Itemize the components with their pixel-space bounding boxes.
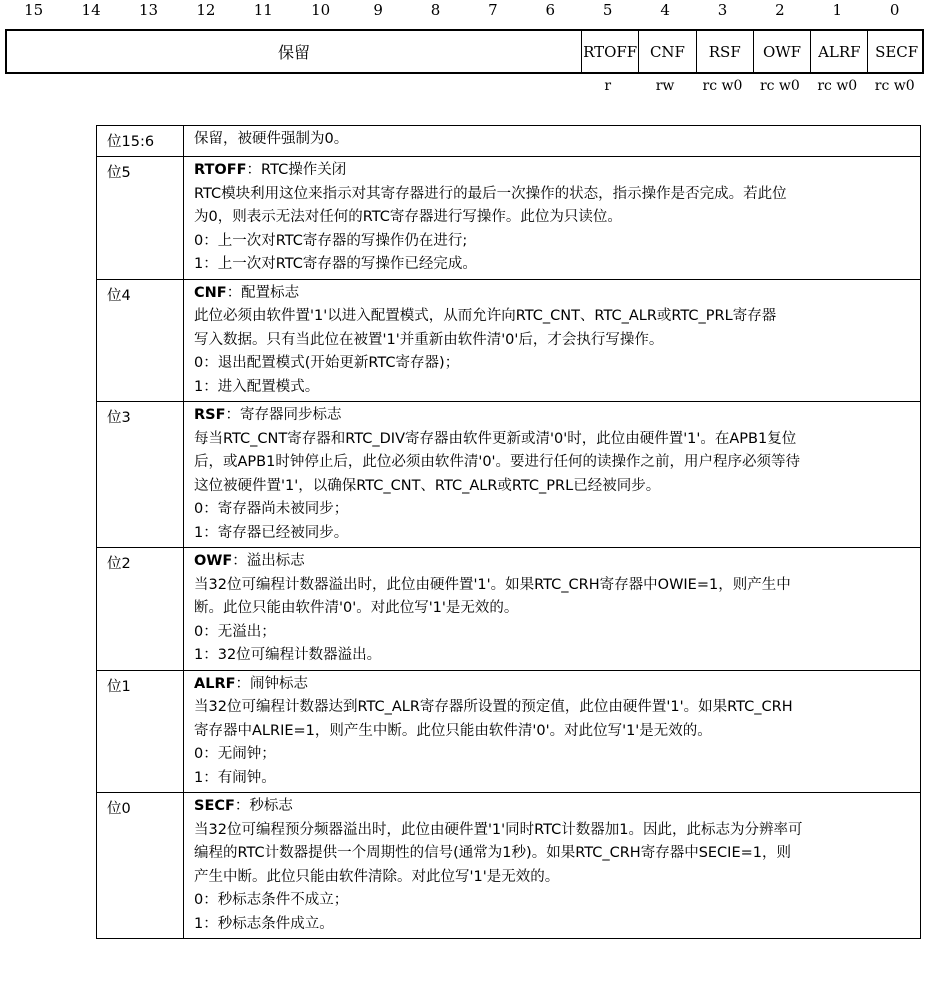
bit-name: CNF <box>194 284 227 301</box>
bit-heading <box>194 282 912 306</box>
description-line: 1：进入配置模式。 <box>194 378 320 395</box>
bit-number: 4 <box>660 1 670 19</box>
reserved-field: 保留 <box>277 43 310 62</box>
bit-number: 10 <box>311 1 331 19</box>
bit-number-row <box>5 0 923 22</box>
description-line: 此位必须由软件置'1'以进入配置模式，从而允许向RTC_CNT、RTC_ALR或RTC_PRL寄存器 <box>194 308 777 324</box>
description-line: RTC模块利用这位来指示对其寄存器进行的最后一次操作的状态，指示操作是否完成。若此位 <box>194 185 787 202</box>
description-line: 0：秒标志条件不成立； <box>194 892 349 908</box>
description-line: 当32位可编程计数器达到RTC_ALR寄存器所设置的预定值，此位由硬件置'1'。如果RTC_CRH <box>194 699 793 715</box>
description-line: 写入数据。只有当此位在被置'1'并重新由软件清'0'后，才会执行写操作。 <box>194 331 664 348</box>
access-type: rc w0 <box>817 78 858 94</box>
bit-description <box>184 279 921 402</box>
register-diagram <box>5 29 924 74</box>
bit-position: 位2 <box>97 548 184 671</box>
bit-name: ALRF <box>194 675 236 692</box>
bit-position: 位4 <box>97 279 184 402</box>
bit-description <box>184 402 921 548</box>
bit-number: 3 <box>717 1 728 19</box>
description-line: 当32位可编程预分频器溢出时，此位由硬件置'1'同时RTC计数器加1。因此，此标志为分辨率可 <box>194 821 803 838</box>
bit-number: 2 <box>775 1 785 19</box>
bit-field-secf: SECF <box>867 31 924 72</box>
description-line: 0：上一次对RTC寄存器的写操作仍在进行; <box>194 232 468 249</box>
description-line: 为0，则表示无法对任何的RTC寄存器进行写操作。此位为只读位。 <box>194 209 622 225</box>
bit-number: 5 <box>602 1 613 19</box>
bit-number: 7 <box>488 1 498 19</box>
bit-title: ：配置标志 <box>226 284 300 301</box>
description-line: 这位被硬件置'1'，以确保RTC_CNT、RTC_ALR或RTC_PRL已经被同步。 <box>194 477 661 494</box>
description-line: 0：退出配置模式(开始更新RTC寄存器)； <box>194 355 460 371</box>
access-type: rc w0 <box>874 78 915 94</box>
bit-position: 位5 <box>97 157 184 280</box>
description-line: 1：32位可编程计数器溢出。 <box>194 647 382 663</box>
table-row <box>97 548 921 671</box>
table-row <box>97 157 921 280</box>
description-line: 1：秒标志条件成立。 <box>194 915 334 932</box>
bit-title: ：溢出标志 <box>232 553 305 569</box>
bit-heading <box>194 404 912 428</box>
access-type: r <box>604 78 612 94</box>
bit-number: 14 <box>81 1 101 19</box>
bit-description-table <box>96 125 921 939</box>
description-line: 每当RTC_CNT寄存器和RTC_DIV寄存器由软件更新或清'0'时，此位由硬件置'1'。在APB1复位 <box>194 430 797 447</box>
description-line: 编程的RTC计数器提供一个周期性的信号(通常为1秒)。如果RTC_CRH寄存器中SECIE=1，则 <box>194 845 791 861</box>
bit-title: ：闹钟标志 <box>235 675 309 692</box>
bit-description <box>184 793 921 939</box>
access-type: rw <box>655 78 675 94</box>
description-line: 0：无溢出； <box>194 623 276 640</box>
bit-number: 12 <box>196 1 216 19</box>
bit-description <box>184 157 921 280</box>
bit-field-rsf: RSF <box>696 31 753 72</box>
bit-number: 1 <box>832 1 843 19</box>
table-row <box>97 279 921 402</box>
bit-description <box>184 548 921 671</box>
bit-description <box>184 126 921 157</box>
bit-description <box>184 670 921 793</box>
access-type: rc w0 <box>759 78 800 94</box>
table-row <box>97 670 921 793</box>
bit-heading <box>194 159 912 183</box>
bit-heading <box>194 673 912 697</box>
bit-name: RTOFF <box>194 162 247 178</box>
bit-heading <box>194 795 912 819</box>
bit-title: ：RTC操作关闭 <box>246 162 347 178</box>
description-line: 产生中断。此位只能由软件清除。对此位写'1'是无效的。 <box>194 868 560 885</box>
access-row <box>5 78 923 98</box>
table-row <box>97 793 921 939</box>
bit-number: 6 <box>545 1 556 19</box>
bit-position: 位3 <box>97 402 184 548</box>
description-line: 后，或APB1时钟停止后，此位必须由软件清'0'。要进行任何的读操作之前，用户程序必须等待 <box>194 454 801 470</box>
description-line: 当32位可编程计数器溢出时，此位由硬件置'1'。如果RTC_CRH寄存器中OWIE=1，则产生中 <box>194 576 791 593</box>
bit-field-cnf: CNF <box>638 31 695 72</box>
bit-position: 位15:6 <box>97 126 184 157</box>
access-type: rc w0 <box>702 78 743 94</box>
bit-number: 11 <box>253 1 273 19</box>
table-row <box>97 126 921 157</box>
bit-number: 13 <box>138 1 159 19</box>
description-line: 断。此位只能由软件清'0'。对此位写'1'是无效的。 <box>194 600 519 616</box>
bit-name: SECF <box>194 798 235 814</box>
bit-position: 位0 <box>97 793 184 939</box>
bit-number: 9 <box>373 1 383 19</box>
bit-number: 15 <box>24 1 44 19</box>
bit-number: 8 <box>430 1 441 19</box>
table-row <box>97 402 921 548</box>
bit-title: ：秒标志 <box>234 798 293 814</box>
bit-number: 0 <box>889 1 900 19</box>
bit-field-alrf: ALRF <box>810 31 867 72</box>
bit-name: RSF <box>194 407 226 423</box>
bit-field-rtoff: RTOFF <box>581 31 638 72</box>
bit-heading <box>194 550 912 574</box>
description-line: 保留，被硬件强制为0。 <box>194 131 349 147</box>
bit-field-owf: OWF <box>753 31 810 72</box>
bit-title: ：寄存器同步标志 <box>225 407 342 423</box>
description-line: 0：寄存器尚未被同步； <box>194 501 349 517</box>
description-line: 1：寄存器已经被同步。 <box>194 524 349 541</box>
description-line: 1：有闹钟。 <box>194 769 276 786</box>
bit-position: 位1 <box>97 670 184 793</box>
bit-name: OWF <box>194 553 233 569</box>
description-line: 0：无闹钟； <box>194 746 276 762</box>
description-line: 寄存器中ALRIE=1，则产生中断。此位只能由软件清'0'。对此位写'1'是无效的。 <box>194 722 712 739</box>
description-line: 1：上一次对RTC寄存器的写操作已经完成。 <box>194 256 477 272</box>
